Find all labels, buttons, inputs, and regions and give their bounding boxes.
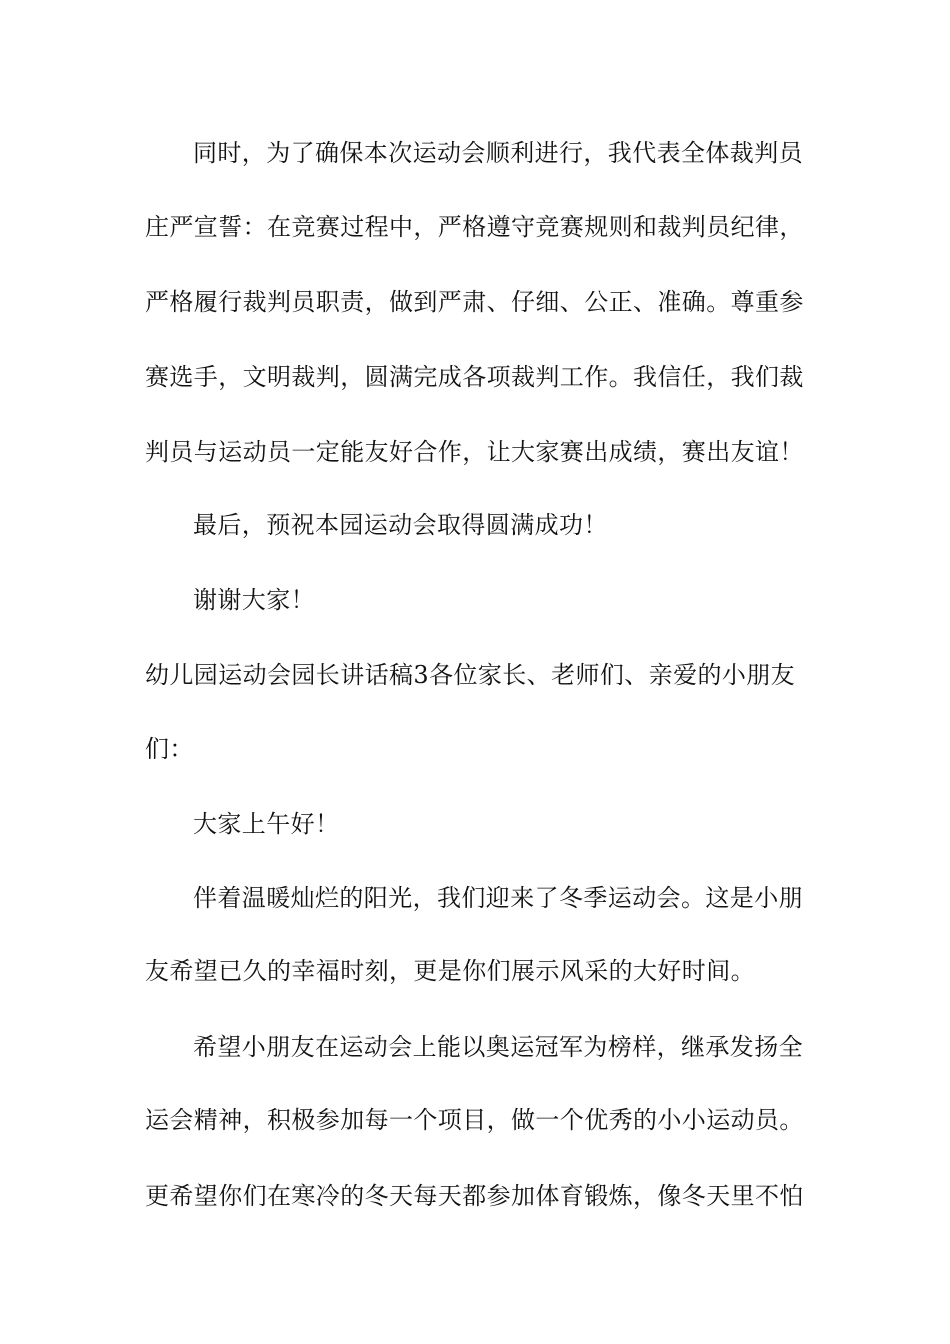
paragraph-line: 伴着温暖灿烂的阳光，我们迎来了冬季运动会。这是小朋 [193,884,803,912]
paragraph-line: 大家上午好！ [193,810,340,838]
paragraph-line: 庄严宣誓：在竞赛过程中，严格遵守竞赛规则和裁判员纪律， [145,213,804,241]
paragraph-line: 赛选手，文明裁判，圆满完成各项裁判工作。我信任，我们裁 [145,363,804,391]
paragraph-line: 希望小朋友在运动会上能以奥运冠军为榜样，继承发扬全 [193,1033,803,1061]
paragraph-line: 们： [145,735,194,763]
paragraph-line: 谢谢大家！ [193,586,315,614]
paragraph-line: 更希望你们在寒冷的冬天每天都参加体育锻炼，像冬天里不怕 [145,1182,804,1210]
paragraph-line: 同时，为了确保本次运动会顺利进行，我代表全体裁判员 [193,139,803,167]
paragraph-line: 判员与运动员一定能友好合作，让大家赛出成绩，赛出友谊！ [145,438,804,466]
paragraph-line: 最后，预祝本园运动会取得圆满成功！ [193,511,608,539]
paragraph-line: 友希望已久的幸福时刻，更是你们展示风采的大好时间。 [145,957,755,985]
section-title-line: 幼儿园运动会园长讲话稿3各位家长、老师们、亲爱的小朋友 [145,661,796,689]
paragraph-line: 严格履行裁判员职责，做到严肃、仔细、公正、准确。尊重参 [145,288,804,316]
paragraph-line: 运会精神，积极参加每一个项目，做一个优秀的小小运动员。 [145,1106,804,1134]
